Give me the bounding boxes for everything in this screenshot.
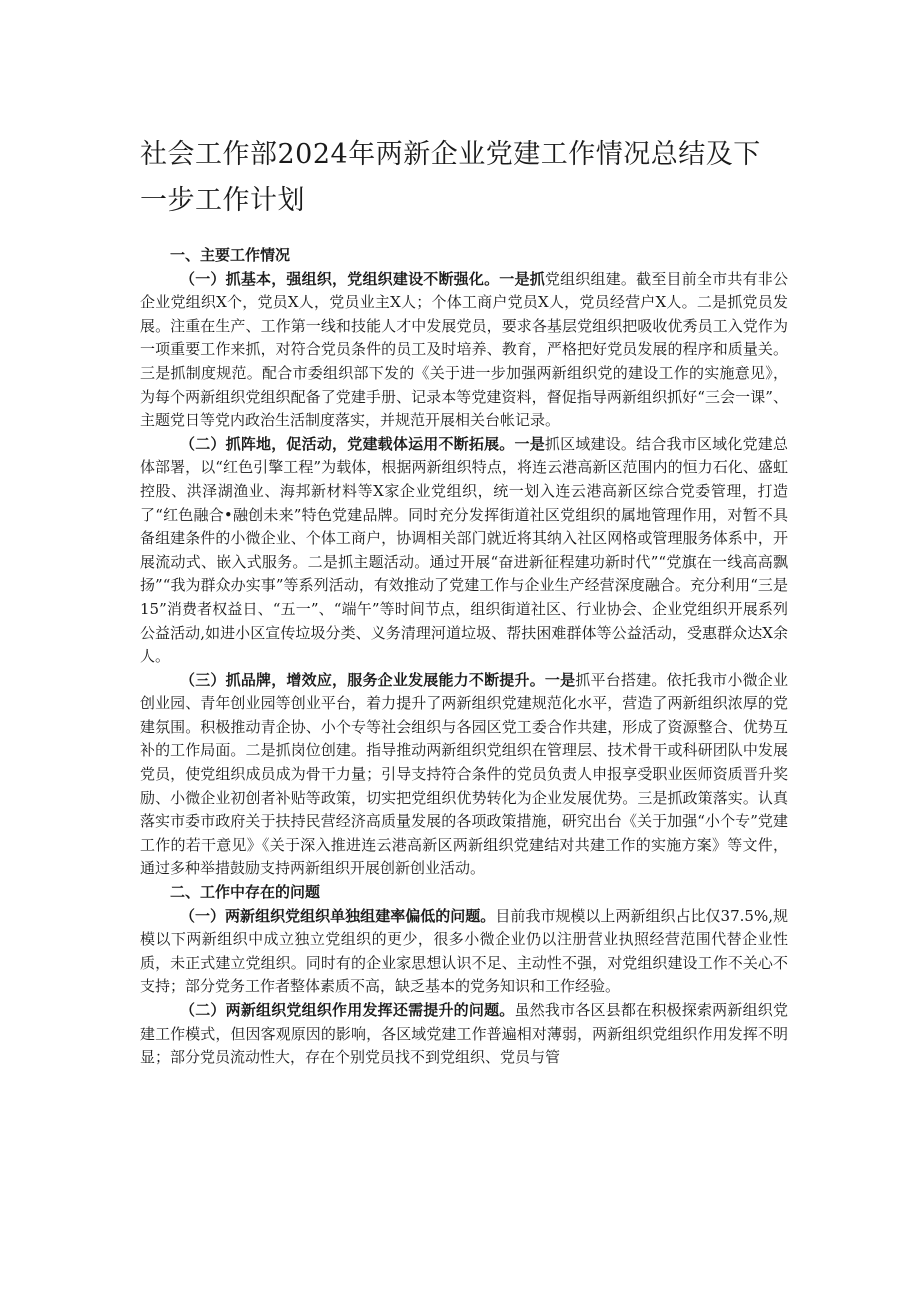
paragraph-body: 目前我市规模以上两新组织占比仅37.5%,规模以下两新组织中成立独立党组织的更少，很多小微企业仍以注册营业执照经营范围代替企业性质，未正式建立党组织。同时有的企业家思想认识不足、主动性不强，对党组织建设工作不关心不支持；部分党务工作者整体素质不高，缺乏基本的党务知识和工作经验。: [140, 906, 788, 996]
section-problems: [140, 881, 788, 1070]
document-title: 社会工作部2024年两新企业党建工作情况总结及下一步工作计划: [140, 139, 761, 216]
paragraph-body: 虽然我市各区县都在积极探索两新组织党建工作模式，但因客观原因的影响，各区域党建工作普遍相对薄弱，两新组织党组织作用发挥不明显；部分党员流动性大，存在个别党员找不到党组织、党员与管: [140, 1001, 788, 1067]
document-page: [140, 132, 788, 1070]
section-heading: 一、主要工作情况: [170, 246, 291, 264]
paragraph-lead: （二）抓阵地，促活动，党建载体运用不断拓展。一是: [180, 434, 545, 453]
section-main-work: [140, 244, 788, 881]
section-heading: 二、工作中存在的问题: [170, 883, 321, 902]
paragraph: [140, 268, 788, 433]
paragraph: [140, 433, 788, 669]
paragraph-lead: （二）两新组织党组织作用发挥还需提升的问题。: [180, 1001, 515, 1019]
paragraph-lead: （三）抓品牌，增效应，服务企业发展能力不断提升。一是: [180, 670, 576, 689]
paragraph-lead: （一）两新组织党组织单独组建率偏低的问题。: [180, 906, 496, 925]
paragraph-lead: （一）抓基本，强组织，党组织建设不断强化。一是抓: [180, 269, 545, 288]
paragraph-body: 抓区域建设。结合我市区域化党建总体部署，以“红色引擎工程”为载体，根据两新组织特点，将连云港高新区范围内的恒力石化、盛虹控股、洪泽湖渔业、海邦新材料等X家企业党组织，统一划入连云港高新区综合党委管理，打造了“红色融合•融创未来”特色党建品牌。同时充分发挥街道社区党组织的属地管理作用，对暂不具备组建条件的小微企业、个体工商户，协调相关部门就近将其纳入社区网格或管理服务体系中，开展流动式、嵌入式服务。二是抓主题活动。通过开展“奋进新征程建功新时代”“党旗在一线高高飘扬”“我为群众办实事”等系列活动，有效推动了党建工作与企业生产经营深度融合。充分利用“三是15”消费者权益日、“五一”、“端午”等时间节点，组织街道社区、行业协会、企业党组织开展系列公益活动,如进小区宣传垃圾分类、义务清理河道垃圾、帮扶困难群体等公益活动，受惠群众达X余人。: [140, 434, 788, 666]
paragraph: [140, 669, 788, 881]
paragraph-body: 党组织组建。截至目前全市共有非公企业党组织X个，党员X人，党员业主X人；个体工商户党员X人，党员经营户X人。二是抓党员发展。注重在生产、工作第一线和技能人才中发展党员，要求各基层党组织把吸收优秀员工入党作为一项重要工作来抓，对符合党员条件的员工及时培养、教育，严格把好党员发展的程序和质量关。三是抓制度规范。配合市委组织部下发的《关于进一步加强两新组织党的建设工作的实施意见》，为每个两新组织党组织配备了党建手册、记录本等党建资料，督促指导两新组织抓好“三会一课”、主题党日等党内政治生活制度落实，并规范开展相关台帐记录。: [140, 269, 788, 430]
paragraph-body: 抓平台搭建。依托我市小微企业创业园、青年创业园等创业平台，着力提升了两新组织党建规范化水平，营造了两新组织浓厚的党建氛围。积极推动青企协、小个专等社会组织与各园区党工委合作共建，形成了资源整合、优势互补的工作局面。二是抓岗位创建。指导推动两新组织党组织在管理层、技术骨干或科研团队中发展党员，使党组织成员成为骨干力量；引导支持符合条件的党员负责人申报享受职业医师资质晋升奖励、小微企业初创者补贴等政策，切实把党组织优势转化为企业发展优势。三是抓政策落实。认真落实市委市政府关于扶持民营经济高质量发展的各项政策措施，研究出台《关于加强“小个专”党建工作的若干意见》《关于深入推进连云港高新区两新组织党建结对共建工作的实施方案》等文件，通过多种举措鼓励支持两新组织开展创新创业活动。: [140, 670, 788, 878]
paragraph: [140, 905, 788, 999]
paragraph: [140, 999, 788, 1070]
